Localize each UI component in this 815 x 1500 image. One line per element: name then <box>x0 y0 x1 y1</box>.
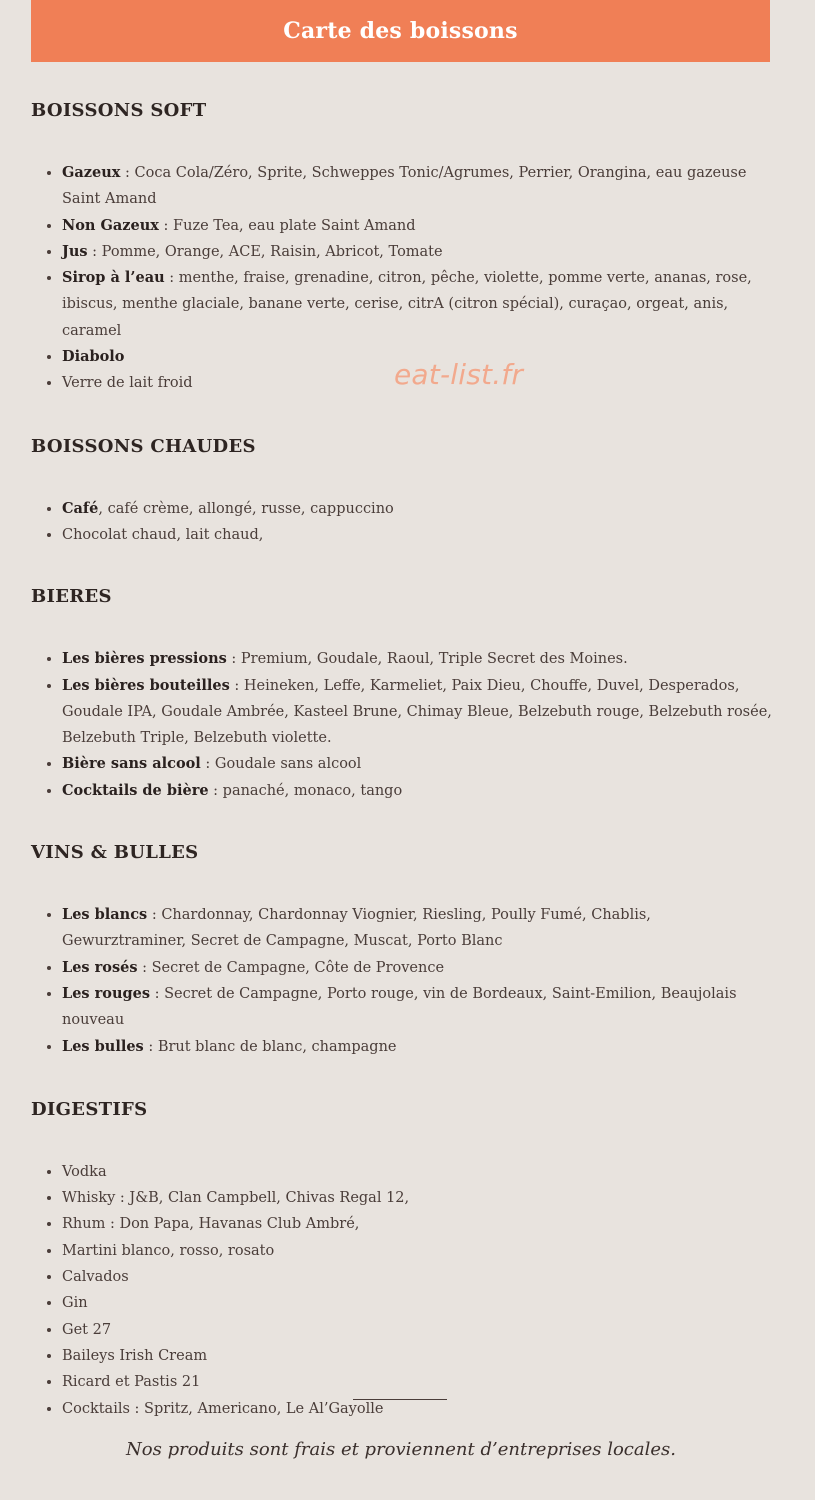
list-item: • Get 27 <box>62 1317 776 1343</box>
list-item: • Baileys Irish Cream <box>62 1343 776 1369</box>
watermark: eat-list.fr <box>394 358 524 391</box>
section-heading-hot: BOISSONS CHAUDES <box>31 435 256 457</box>
list-item: • Les rosés : Secret de Campagne, Côte de Provence <box>62 955 776 981</box>
list-item: • Rhum : Don Papa, Havanas Club Ambré, <box>62 1211 776 1237</box>
list-item: • Chocolat chaud, lait chaud, <box>62 522 776 548</box>
list-item: • Vodka <box>62 1159 776 1185</box>
footer-note: Nos produits sont frais et proviennent d’entreprises locales. <box>126 1439 676 1460</box>
list-item: • Les bulles : Brut blanc de blanc, champagne <box>62 1034 776 1060</box>
list-item: • Ricard et Pastis 21 <box>62 1369 776 1395</box>
section-list-digestifs <box>31 1159 776 1422</box>
section-heading-soft: BOISSONS SOFT <box>31 100 207 121</box>
list-item: • Cocktails : Spritz, Americano, Le Al’Gayolle <box>62 1396 776 1422</box>
list-item: • Les bières bouteilles : Heineken, Leffe, Karmeliet, Paix Dieu, Chouffe, Duvel, Desperados, Goudale IPA, Goudale Ambrée, Kasteel Brune, Chimay Bleue, Belzebuth rouge, Belzebuth rosée, Belzebuth Triple, Belzebuth violette. <box>62 673 776 752</box>
list-item: • Diabolo <box>62 344 776 370</box>
section-heading-beers: BIERES <box>31 586 112 608</box>
list-item: • Café, café crème, allongé, russe, cappuccino <box>62 496 776 522</box>
list-item: • Verre de lait froid <box>62 370 776 396</box>
list-item: • Les blancs : Chardonnay, Chardonnay Viognier, Riesling, Poully Fumé, Chablis, Gewurztraminer, Secret de Campagne, Muscat, Porto Blanc <box>62 902 776 955</box>
page-title: Carte des boissons <box>283 18 518 44</box>
list-item: • Whisky : J&B, Clan Campbell, Chivas Regal 12, <box>62 1185 776 1211</box>
list-item: • Sirop à l’eau : menthe, fraise, grenadine, citron, pêche, violette, pomme verte, ananas, rose, ibiscus, menthe glaciale, banane verte, cerise, citrA (citron spécial), curaçao, orgeat, anis, caramel <box>62 265 776 344</box>
list-item: • Jus : Pomme, Orange, ACE, Raisin, Abricot, Tomate <box>62 239 776 265</box>
section-heading-wines: VINS & BULLES <box>31 842 199 864</box>
divider <box>353 1399 447 1400</box>
list-item: • Martini blanco, rosso, rosato <box>62 1238 776 1264</box>
list-item: • Gin <box>62 1290 776 1316</box>
section-heading-digestifs: DIGESTIFS <box>31 1098 148 1120</box>
list-item: • Cocktails de bière : panaché, monaco, tango <box>62 778 776 804</box>
section-list-wines <box>31 902 776 1060</box>
section-list-soft <box>31 160 776 397</box>
menu-header-bar <box>31 0 770 62</box>
list-item: • Non Gazeux : Fuze Tea, eau plate Saint Amand <box>62 213 776 239</box>
list-item: • Calvados <box>62 1264 776 1290</box>
section-list-beers <box>31 646 776 804</box>
section-list-hot <box>31 496 776 549</box>
list-item: • Les rouges : Secret de Campagne, Porto rouge, vin de Bordeaux, Saint-Emilion, Beaujolais nouveau <box>62 981 776 1034</box>
list-item: • Gazeux : Coca Cola/Zéro, Sprite, Schweppes Tonic/Agrumes, Perrier, Orangina, eau gazeuse Saint Amand <box>62 160 776 213</box>
list-item: • Bière sans alcool : Goudale sans alcool <box>62 751 776 777</box>
list-item: • Les bières pressions : Premium, Goudale, Raoul, Triple Secret des Moines. <box>62 646 776 672</box>
drinks-menu <box>31 62 776 1422</box>
